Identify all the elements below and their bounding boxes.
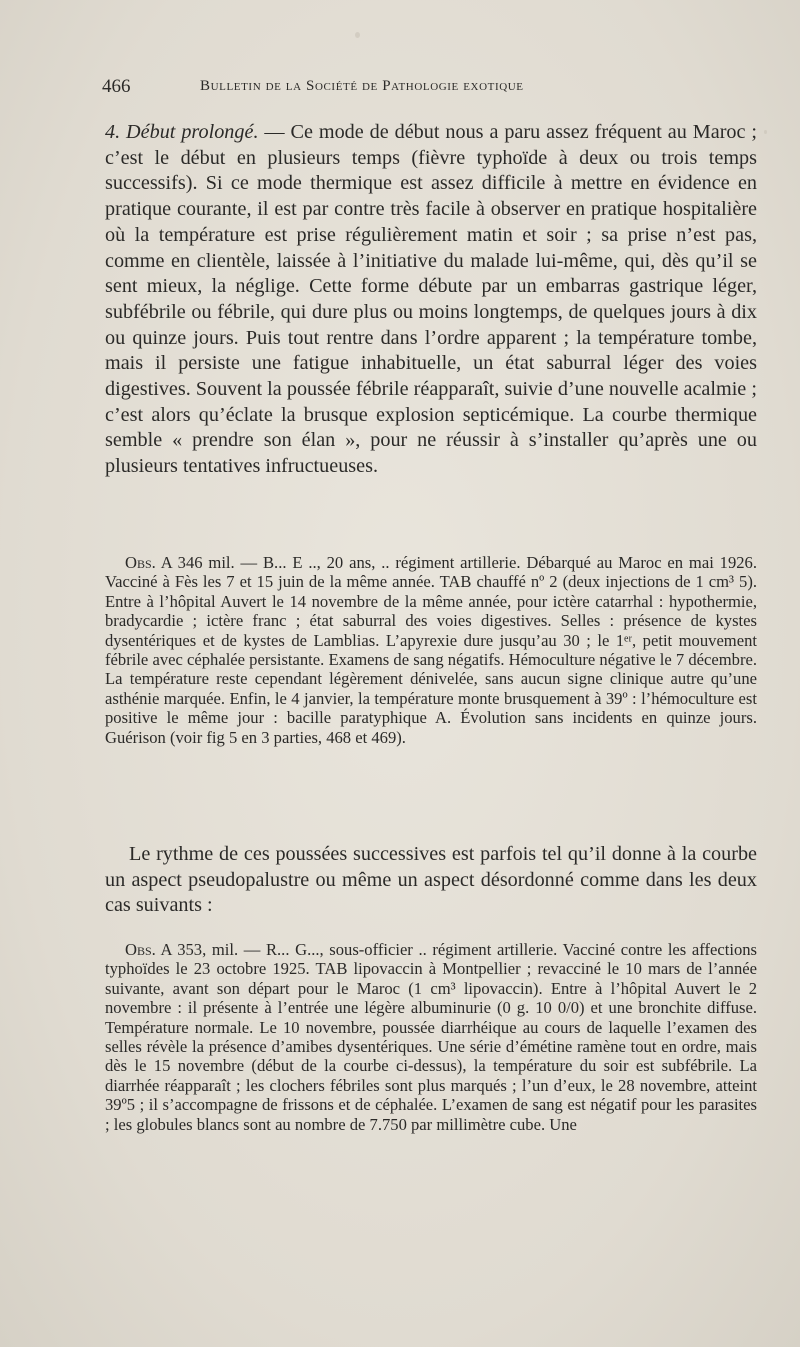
running-title: Bulletin de la Société de Pathologie exotique xyxy=(200,78,524,94)
page-number: 466 xyxy=(102,76,131,97)
observation-label: Obs. xyxy=(125,553,156,572)
paragraph-debut-prolonge xyxy=(105,120,757,480)
paragraph-rythme xyxy=(105,842,757,919)
paper-speck xyxy=(355,32,360,38)
observation-a353 xyxy=(105,940,757,1134)
observation-text: A 353, mil. — R... G..., sous-officier .. régiment artillerie. Vacciné contre les affections typhoïdes le 23 octobre 1925. TAB lipovaccin à Montpellier ; revacciné le 10 mars de l’année suivante, avant son départ pour le Maroc (1 cm³ lipovaccin). Entre à l’hôpital Auvert le 2 novembre : il présente à l’entrée une légère albuminurie (0 g. 10 0/0) et une bronchite diffuse. Température normale. Le 10 novembre, poussée diarrhéique au cours de laquelle l’examen des selles révèle la présence d’amibes dysentériques. Une série d’émétine ramène tout en ordre, mais dès le 15 novembre (début de la courbe ci-dessus), la température du soir est subfébrile. La diarrhée réapparaît ; les clochers fébriles sont plus marqués ; l’un d’eux, le 28 novembre, atteint 39º5 ; il s’accompagne de frissons et de céphalée. L’examen de sang est négatif pour les parasites ; les globules blancs sont au nombre de 7.750 par millimètre cube. Une xyxy=(105,940,757,1134)
observation-label: Obs. xyxy=(125,940,156,959)
paragraph-text: Le rythme de ces poussées successives est parfois tel qu’il donne à la courbe un aspect pseudopalustre ou même un aspect désordonné comme dans les deux cas suivants : xyxy=(105,843,757,917)
page-header xyxy=(102,76,662,100)
observation-text: A 346 mil. — B... E .., 20 ans, .. régiment artillerie. Débarqué au Maroc en mai 1926. Vacciné à Fès les 7 et 15 juin de la même année. TAB chauffé nº 2 (deux injections de 1 cm³ 5). Entre à l’hôpital Auvert le 14 novembre de la même année, pour ictère catarrhal : hypothermie, bradycardie ; ictère franc ; état saburral des voies digestives. Selles : présence de kystes dysentériques et de kystes de Lamblias. L’apyrexie dure jusqu’au 30 ; le 1ᵉʳ, petit mouvement fébrile avec céphalée persistante. Examens de sang négatifs. Hémoculture négative le 7 décembre. La température reste cependant légèrement dénivelée, sans aucun signe clinique autre qu’une asthénie marquée. Enfin, le 4 janvier, la température monte brusquement à 39º : l’hémoculture est positive le même jour : bacille paratyphique A. Évolution sans incidents en quinze jours. Guérison (voir fig 5 en 3 parties, 468 et 469). xyxy=(105,553,757,747)
section-heading: 4. Début prolongé. xyxy=(105,121,259,143)
observation-a346 xyxy=(105,553,757,747)
paper-speck xyxy=(764,130,767,134)
paragraph-text: — Ce mode de début nous a paru assez fréquent au Maroc ; c’est le début en plusieurs temps (fièvre typhoïde à deux ou trois temps successifs). Si ce mode thermique est assez difficile à mettre en évidence en pratique courante, il est par contre très facile à observer en pratique hospitalière où la température est prise régulièrement matin et soir ; sa prise n’est pas, comme en clientèle, laissée à l’initiative du malade lui-même, qui, dès qu’il se sent mieux, la néglige. Cette forme débute par un embarras gastrique léger, subfébrile ou fébrile, qui dure plus ou moins longtemps, de quelques jours à dix ou quinze jours. Puis tout rentre dans l’ordre apparent ; la température tombe, mais il persiste une fatigue inhabituelle, un état saburral léger des voies digestives. Souvent la poussée fébrile réapparaît, suivie d’une nouvelle acalmie ; c’est alors qu’éclate la brusque explosion septicémique. La courbe thermique semble « prendre son élan », pour ne réussir à s’installer qu’après une ou plusieurs tentatives infructueuses. xyxy=(105,121,757,478)
